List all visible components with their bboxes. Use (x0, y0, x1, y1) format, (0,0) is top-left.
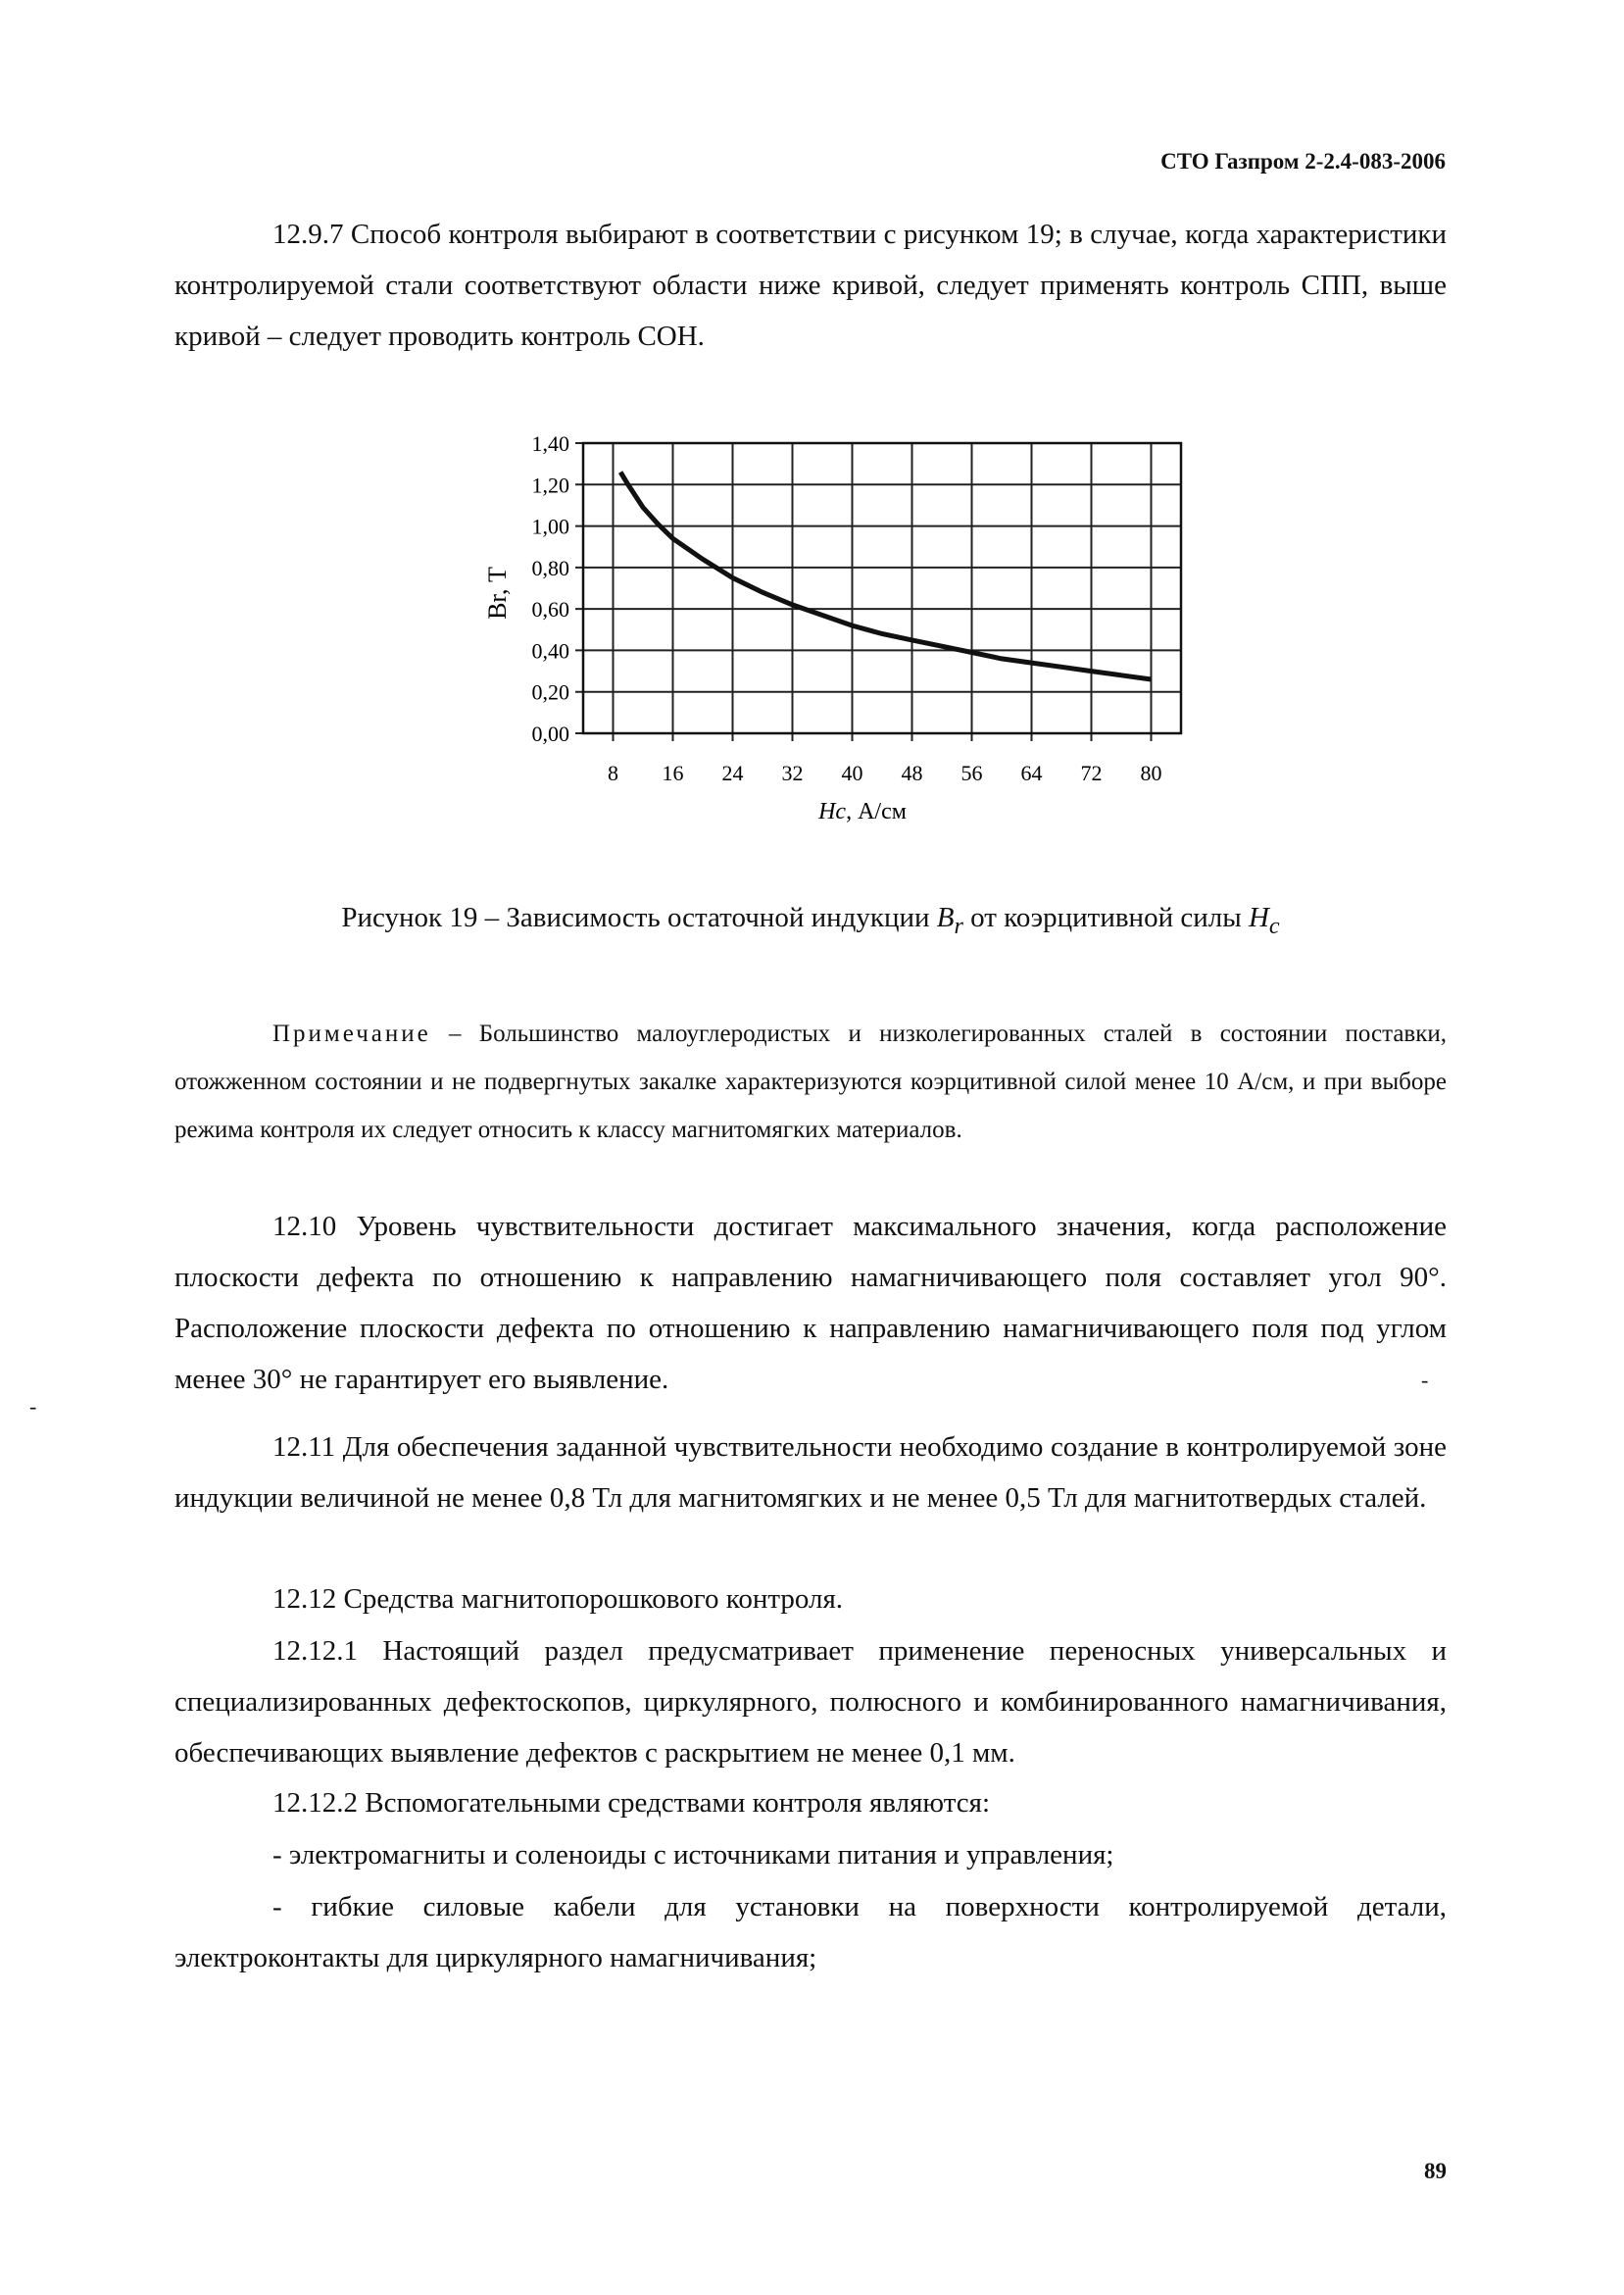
figure-caption (174, 902, 1447, 940)
y-tick-label: 0,00 (531, 722, 569, 746)
x-tick-label: 32 (781, 761, 804, 785)
paragraph-12-11: 12.11 Для обеспечения заданной чувствительности необходимо создание в контролируемой зоне индукции величиной не менее 0,8 Тл для магнитомягких и не менее 0,5 Тл для магнитотвердых сталей. (174, 1431, 1447, 1514)
br-hc-chart (461, 422, 1225, 843)
x-tick-label: 16 (662, 761, 684, 785)
note (174, 1010, 1447, 1154)
x-tick-label: 64 (1020, 761, 1043, 785)
list-item: - гибкие силовые кабели для установки на поверхности контролируемой детали, электроконтакты для циркулярного намагничивания; (174, 1891, 1447, 1973)
caption-br-sub: r (954, 912, 963, 939)
y-tick-label: 1,20 (531, 473, 569, 498)
margin-mark: - (29, 1394, 37, 1419)
y-tick-label: 0,80 (531, 555, 569, 580)
y-tick-label: 1,40 (531, 431, 569, 456)
paragraph-12-12: 12.12 Средства магнитопорошкового контроля. (272, 1583, 844, 1615)
paragraph-12-12-1: 12.12.1 Настоящий раздел предусматривает применение переносных универсальных и специализированных дефектоскопов, циркулярного, полюсного и комбинированного намагничивания, обеспечивающих выявление дефектов с раскрытием не менее 0,1 мм. (174, 1635, 1447, 1769)
page-number: 89 (1424, 2159, 1447, 2183)
x-tick-label: 72 (1080, 761, 1103, 785)
x-tick-label: 48 (901, 761, 923, 785)
caption-br: B (936, 902, 955, 933)
x-axis-label (817, 799, 907, 824)
caption-hc: H (1248, 902, 1269, 933)
paragraph-12-10: 12.10 Уровень чувствительности достигает максимального значения, когда расположение плоскости дефекта по отношению к направлению намагничивающего поля составляет угол 90°. Расположение плоскости дефекта по отношению к направлению намагничивающего поля под углом менее 30° не гарантирует его выявление. (174, 1211, 1447, 1395)
x-axis-label-main: Hc (818, 799, 847, 824)
figure-19 (461, 422, 1225, 843)
x-tick-label: 24 (721, 761, 744, 785)
x-tick-label: 40 (841, 761, 863, 785)
br-curve-line (620, 473, 1151, 679)
paragraph-12-9-7: 12.9.7 Способ контроля выбирают в соответствии с рисунком 19; в случае, когда характеристики контролируемой стали соответствуют области ниже кривой, следует применять контроль СПП, выше кривой – следует проводить контроль СОН. (174, 219, 1447, 352)
note-text: – Большинство малоуглеродистых и низколегированных сталей в состоянии поставки, отожженном состоянии и не подвергнутых закалке характеризуются коэрцитивной силой менее 10 А/см, и при выборе режима контроля их следует относить к классу магнитомягких материалов. (174, 1021, 1447, 1143)
paragraph-12-12-2: 12.12.2 Вспомогательными средствами контроля являются: (272, 1787, 991, 1819)
x-tick-label: 8 (608, 761, 618, 785)
x-tick-label: 56 (960, 761, 983, 785)
caption-middle: от коэрцитивной силы (962, 902, 1249, 933)
document-header: СТО Газпром 2-2.4-083-2006 (1160, 149, 1446, 174)
x-tick-label: 80 (1140, 761, 1162, 785)
y-tick-label: 0,60 (531, 597, 569, 623)
y-tick-label: 1,00 (531, 514, 569, 539)
caption-prefix: Рисунок 19 – Зависимость остаточной индукции (341, 902, 937, 933)
y-tick-label: 0,40 (531, 638, 569, 664)
x-axis-label-unit: , А/см (846, 799, 907, 824)
y-tick-label: 0,20 (531, 679, 569, 705)
list-item: - электромагниты и соленоиды с источниками питания и управления; (272, 1839, 1114, 1871)
y-axis-label: Br, Т (483, 567, 512, 620)
margin-mark: - (1421, 1368, 1429, 1392)
caption-hc-sub: c (1268, 912, 1280, 939)
note-label: Примечание (272, 1021, 431, 1047)
